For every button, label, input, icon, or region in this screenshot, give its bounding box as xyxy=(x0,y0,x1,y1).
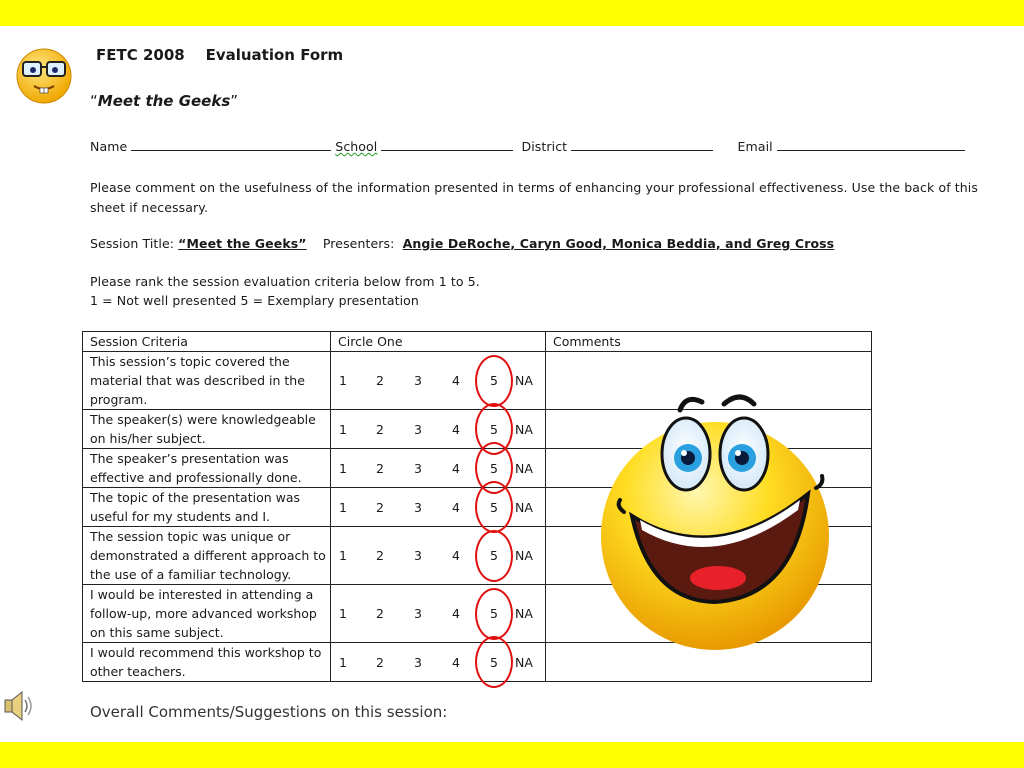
rating-options xyxy=(331,488,546,527)
rating-option-5[interactable]: 5 xyxy=(490,654,498,670)
rating-option-1[interactable]: 1 xyxy=(339,654,347,670)
rating-option-na[interactable]: NA xyxy=(515,606,533,621)
top-yellow-band xyxy=(0,0,1024,26)
header-session-criteria: Session Criteria xyxy=(83,332,331,352)
subtitle-session-name: Meet the Geeks xyxy=(97,92,231,110)
district-label: District xyxy=(521,139,568,154)
rating-options xyxy=(331,352,546,410)
rating-option-2[interactable]: 2 xyxy=(376,548,384,563)
name-label: Name xyxy=(90,139,128,154)
criteria-text: I would be interested in attending a follow-up, more advanced workshop on this same subject. xyxy=(83,585,331,643)
rank-instruction-1: Please rank the session evaluation criteria below from 1 to 5. xyxy=(90,274,480,289)
form-title: FETC 2008 Evaluation Form xyxy=(96,46,344,64)
rating-option-4[interactable]: 4 xyxy=(452,654,460,670)
rating-option-na[interactable]: NA xyxy=(515,421,533,437)
rating-option-5[interactable]: 5 xyxy=(490,421,498,437)
school-field[interactable] xyxy=(381,138,513,151)
rating-option-5[interactable]: 5 xyxy=(490,373,498,388)
email-label: Email xyxy=(737,139,773,154)
rating-option-na[interactable]: NA xyxy=(515,373,533,388)
criteria-text: The speaker(s) were knowledgeable on his/her subject. xyxy=(83,410,331,449)
rating-option-1[interactable]: 1 xyxy=(339,373,347,388)
criteria-text: I would recommend this workshop to other teachers. xyxy=(83,643,331,682)
laughing-smiley-icon xyxy=(594,388,836,650)
rating-option-5[interactable]: 5 xyxy=(490,460,498,476)
rating-options xyxy=(331,527,546,585)
rating-option-5[interactable]: 5 xyxy=(490,606,498,621)
session-title-value: “Meet the Geeks” xyxy=(178,236,307,251)
rating-options xyxy=(331,643,546,682)
rating-option-na[interactable]: NA xyxy=(515,460,533,476)
rating-option-4[interactable]: 4 xyxy=(452,548,460,563)
name-field[interactable] xyxy=(131,138,331,151)
district-field[interactable] xyxy=(571,138,713,151)
rating-option-4[interactable]: 4 xyxy=(452,373,460,388)
bottom-yellow-band xyxy=(0,742,1024,768)
rating-option-2[interactable]: 2 xyxy=(376,421,384,437)
criteria-text: This session’s topic covered the material that was described in the program. xyxy=(83,352,331,410)
rating-option-2[interactable]: 2 xyxy=(376,654,384,670)
rating-option-2[interactable]: 2 xyxy=(376,460,384,476)
criteria-text: The topic of the presentation was useful for my students and I. xyxy=(83,488,331,527)
rating-option-na[interactable]: NA xyxy=(515,654,533,670)
subtitle-open-quote: “ xyxy=(90,92,98,110)
rating-option-na[interactable]: NA xyxy=(515,548,533,563)
rating-option-3[interactable]: 3 xyxy=(414,373,422,388)
session-info-row xyxy=(90,236,834,251)
rating-options xyxy=(331,410,546,449)
rating-option-3[interactable]: 3 xyxy=(414,548,422,563)
speaker-icon[interactable] xyxy=(2,688,36,724)
comment-instructions: Please comment on the usefulness of the information presented in terms of enhancing your professional effectiveness. Use the back of this sheet if necessary. xyxy=(90,180,978,215)
subtitle-close-quote: ” xyxy=(230,92,239,110)
rating-option-5[interactable]: 5 xyxy=(490,499,498,515)
rating-option-1[interactable]: 1 xyxy=(339,499,347,515)
rating-option-1[interactable]: 1 xyxy=(339,548,347,563)
rating-option-5[interactable]: 5 xyxy=(490,548,498,563)
contact-fields-row xyxy=(90,138,969,154)
rating-option-2[interactable]: 2 xyxy=(376,499,384,515)
criteria-text: The speaker’s presentation was effective and professionally done. xyxy=(83,449,331,488)
rating-option-1[interactable]: 1 xyxy=(339,460,347,476)
presenters-value: Angie DeRoche, Caryn Good, Monica Beddia, and Greg Cross xyxy=(402,236,835,251)
rating-option-3[interactable]: 3 xyxy=(414,654,422,670)
rating-option-3[interactable]: 3 xyxy=(414,460,422,476)
rating-option-2[interactable]: 2 xyxy=(376,373,384,388)
header-comments: Comments xyxy=(546,332,872,352)
session-title-label: Session Title: xyxy=(90,236,175,251)
rating-option-3[interactable]: 3 xyxy=(414,421,422,437)
table-header-row xyxy=(83,332,872,352)
rating-option-na[interactable]: NA xyxy=(515,499,533,515)
overall-comments-label: Overall Comments/Suggestions on this session: xyxy=(90,703,448,721)
criteria-text: The session topic was unique or demonstrated a different approach to the use of a familiar technology. xyxy=(83,527,331,585)
rating-option-4[interactable]: 4 xyxy=(452,460,460,476)
rating-option-1[interactable]: 1 xyxy=(339,606,347,621)
rating-option-4[interactable]: 4 xyxy=(452,606,460,621)
header-circle-one: Circle One xyxy=(331,332,546,352)
presenters-label: Presenters: xyxy=(322,236,395,251)
school-label: School xyxy=(335,139,378,154)
rating-option-3[interactable]: 3 xyxy=(414,499,422,515)
rating-options xyxy=(331,585,546,643)
nerd-smiley-icon xyxy=(14,44,74,110)
rating-option-1[interactable]: 1 xyxy=(339,421,347,437)
rating-option-4[interactable]: 4 xyxy=(452,499,460,515)
form-subtitle xyxy=(90,92,238,110)
rating-option-2[interactable]: 2 xyxy=(376,606,384,621)
rating-option-4[interactable]: 4 xyxy=(452,421,460,437)
rank-instruction-2: 1 = Not well presented 5 = Exemplary presentation xyxy=(90,293,419,308)
email-field[interactable] xyxy=(777,138,965,151)
rating-option-3[interactable]: 3 xyxy=(414,606,422,621)
rating-options xyxy=(331,449,546,488)
